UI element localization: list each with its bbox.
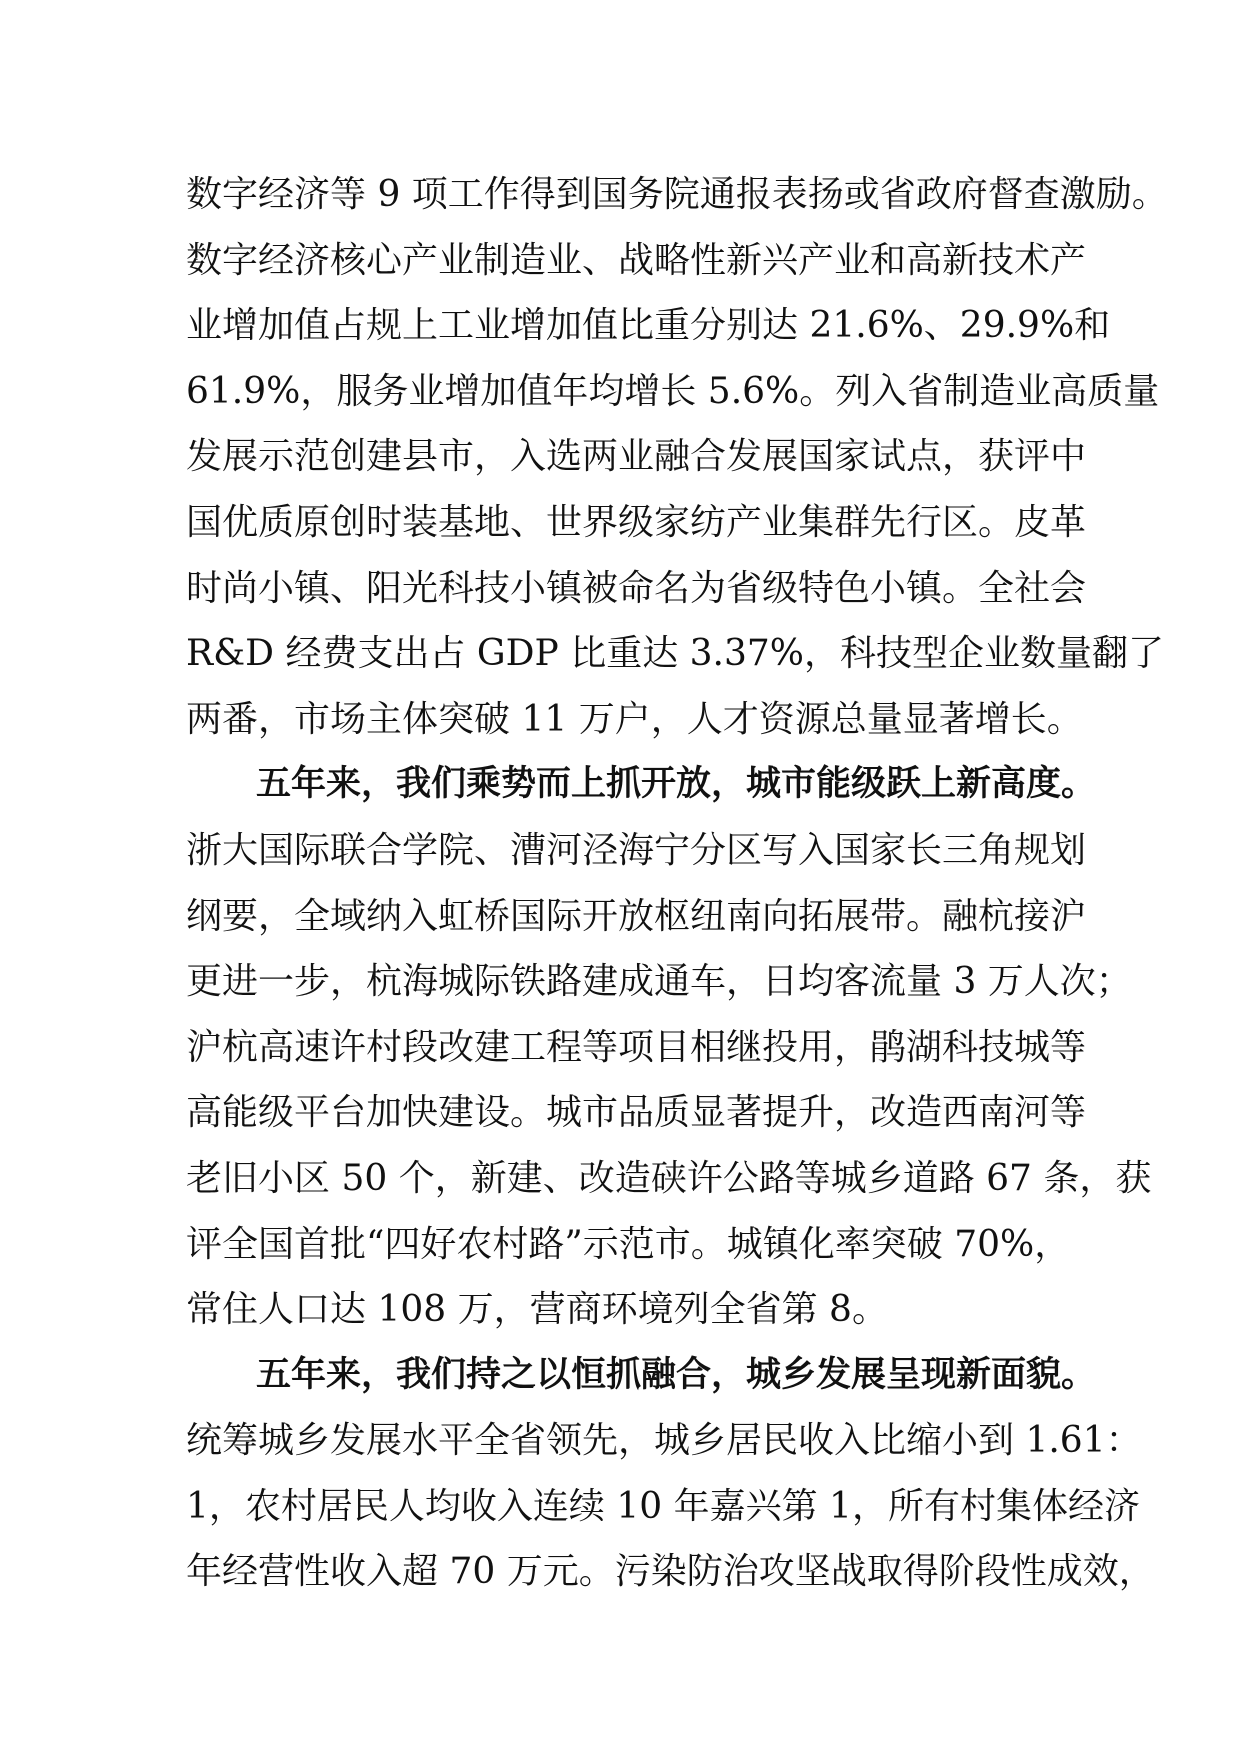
- body-text: [186, 162, 1168, 1605]
- text-line: 时尚小镇、阳光科技小镇被命名为省级特色小镇。全社会: [186, 567, 1087, 609]
- text-line: 评全国首批“四好农村路”示范市。城镇化率突破 70%，: [186, 1223, 1071, 1265]
- text-line: 沪杭高速许村段改建工程等项目相继投用，鹃湖科技城等: [186, 1026, 1087, 1068]
- text-line: 数字经济等 9 项工作得到国务院通报表扬或省政府督查激励。: [186, 174, 1168, 215]
- text-line: 更进一步，杭海城际铁路建成通车，日均客流量 3 万人次；: [186, 961, 1132, 1003]
- text-line: 统筹城乡发展水平全省领先，城乡居民收入比缩小到 1.61：: [186, 1420, 1142, 1462]
- text-line: 浙大国际联合学院、漕河泾海宁分区写入国家长三角规划: [186, 829, 1087, 871]
- text-line: R&D 经费支出占 GDP 比重达 3.37%，科技型企业数量翻了: [186, 633, 1164, 675]
- text-line: 常住人口达 108 万，营商环境列全省第 8。: [186, 1289, 888, 1331]
- section-heading-integration: 五年来，我们持之以恒抓融合，城乡发展呈现新面貌。: [256, 1354, 1097, 1395]
- text-line: 两番，市场主体突破 11 万户，人才资源总量显著增长。: [186, 698, 1083, 740]
- text-line: 61.9%，服务业增加值年均增长 5.6%。列入省制造业高质量: [186, 370, 1160, 412]
- text-line: 国优质原创时装基地、世界级家纺产业集群先行区。皮革: [186, 501, 1087, 543]
- text-line: 数字经济核心产业制造业、战略性新兴产业和高新技术产: [186, 239, 1087, 281]
- section-heading-opening: 五年来，我们乘势而上抓开放，城市能级跃上新高度。: [256, 764, 1097, 805]
- text-line: 业增加值占规上工业增加值比重分别达 21.6%、29.9%和: [186, 305, 1111, 347]
- text-line: 纲要，全域纳入虹桥国际开放枢纽南向拓展带。融杭接沪: [186, 895, 1087, 937]
- text-line: 高能级平台加快建设。城市品质显著提升，改造西南河等: [186, 1092, 1087, 1134]
- text-line: 年经营性收入超 70 万元。污染防治攻坚战取得阶段性成效，: [186, 1551, 1155, 1593]
- text-line: 发展示范创建县市，入选两业融合发展国家试点，获评中: [186, 436, 1087, 478]
- text-line: 老旧小区 50 个，新建、改造硖许公路等城乡道路 67 条，获: [186, 1157, 1152, 1199]
- text-line: 1，农村居民人均收入连续 10 年嘉兴第 1，所有村集体经济: [186, 1485, 1140, 1527]
